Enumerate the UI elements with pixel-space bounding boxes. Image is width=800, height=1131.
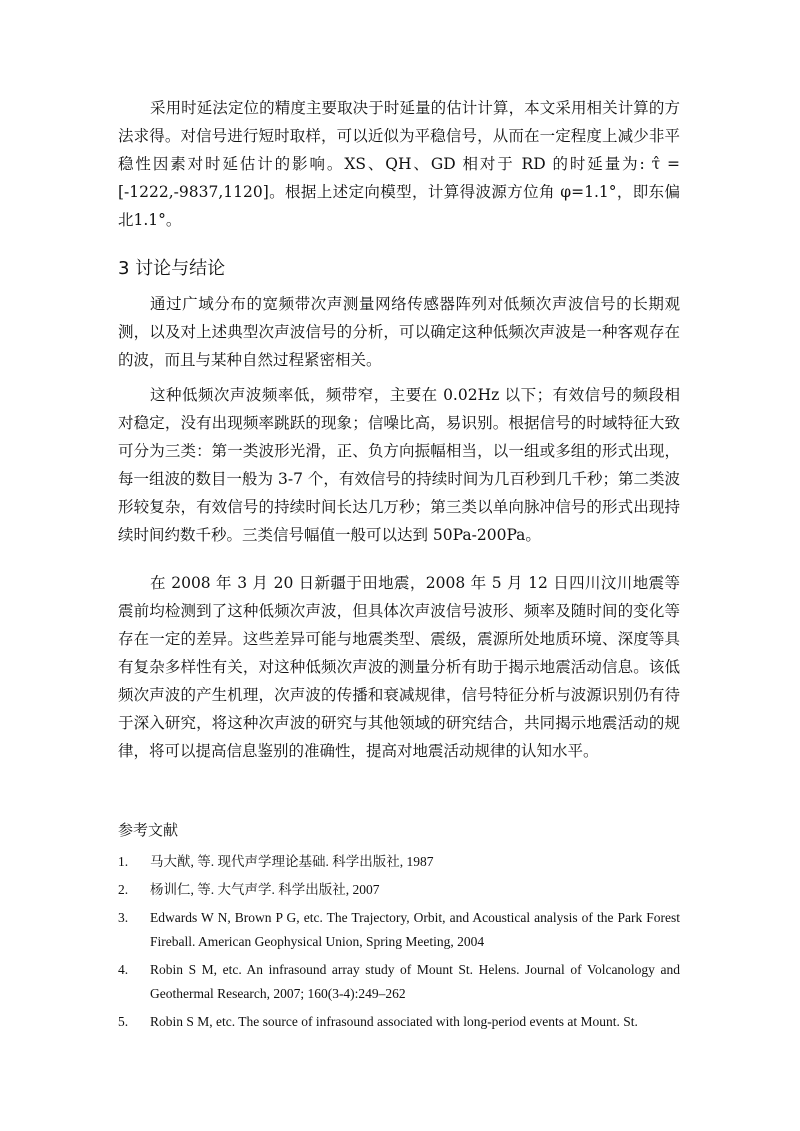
reference-text: Robin S M, etc. The source of infrasound associated with long-period events at Mount. St. bbox=[150, 1014, 638, 1029]
section-title-discussion: 3 讨论与结论 bbox=[118, 258, 226, 279]
reference-text: Robin S M, etc. An infrasound array study of Mount St. Helens. Journal of Volcanology and Geothermal Research, 2007; 160(3-4):249–262 bbox=[150, 962, 680, 1001]
reference-item bbox=[118, 906, 680, 954]
reference-item bbox=[118, 878, 680, 902]
paragraph-signal-features: 这种低频次声波频率低，频带窄，主要在 0.02Hz 以下；有效信号的频段相对稳定，没有出现频率跳跃的现象；信噪比高，易识别。根据信号的时域特征大致可分为三类：第一类波形光滑，正、负方向振幅相当，以一组或多组的形式出现，每一组波的数目一般为 3-7 个，有效信号的持续时间为几百秒到几千秒；第二类波形较复杂，有效信号的持续时间长达几万秒；第三类以单向脉冲信号的形式出现持续时间约数千秒。三类信号幅值一般可以达到 50Pa-200Pa。 bbox=[118, 386, 680, 544]
reference-item bbox=[118, 850, 680, 874]
reference-number: 5. bbox=[118, 1014, 129, 1029]
paragraph-earthquake: 在 2008 年 3 月 20 日新疆于田地震，2008 年 5 月 12 日四川汶川地震等震前均检测到了这种低频次声波，但具体次声波信号波形、频率及随时间的变化等存在一定的差异。这些差异可能与地震类型、震级，震源所处地质环境、深度等具有复杂多样性有关，对这种低频次声波的测量分析有助于揭示地震活动信息。该低频次声波的产生机理，次声波的传播和衰减规律，信号特征分析与波源识别仍有待于深入研究，将这种次声波的研究与其他领域的研究结合，共同揭示地震活动的规律，将可以提高信息鉴别的准确性，提高对地震活动规律的认知水平。 bbox=[118, 574, 680, 760]
references-title: 参考文献 bbox=[118, 821, 179, 839]
reference-number: 1. bbox=[118, 854, 129, 869]
reference-number: 3. bbox=[118, 910, 129, 925]
reference-text: 马大猷, 等. 现代声学理论基础. 科学出版社, 1987 bbox=[150, 854, 434, 869]
paragraph-observation: 通过广域分布的宽频带次声测量网络传感器阵列对低频次声波信号的长期观测，以及对上述典型次声波信号的分析，可以确定这种低频次声波是一种客观存在的波，而且与某种自然过程紧密相关。 bbox=[118, 295, 680, 369]
reference-number: 4. bbox=[118, 962, 129, 977]
reference-text: Edwards W N, Brown P G, etc. The Trajectory, Orbit, and Acoustical analysis of the Park Forest Fireball. American Geophysical Union, Spring Meeting, 2004 bbox=[150, 910, 680, 949]
reference-text: 杨训仁, 等. 大气声学. 科学出版社, 2007 bbox=[150, 882, 380, 897]
reference-item bbox=[118, 1010, 680, 1034]
paragraph-time-delay: 采用时延法定位的精度主要取决于时延量的估计计算，本文采用相关计算的方法求得。对信号进行短时取样，可以近似为平稳信号，从而在一定程度上减少非平稳性因素对时延估计的影响。XS、QH、GD 相对于 RD 的时延量为: τ̂ =[-1222,-9837,1120]。根据上述定向模型，计算得波源方位角 φ=1.1°，即东偏北1.1°。 bbox=[118, 99, 680, 229]
reference-item bbox=[118, 958, 680, 1006]
reference-number: 2. bbox=[118, 882, 129, 897]
references-list bbox=[118, 850, 680, 1038]
